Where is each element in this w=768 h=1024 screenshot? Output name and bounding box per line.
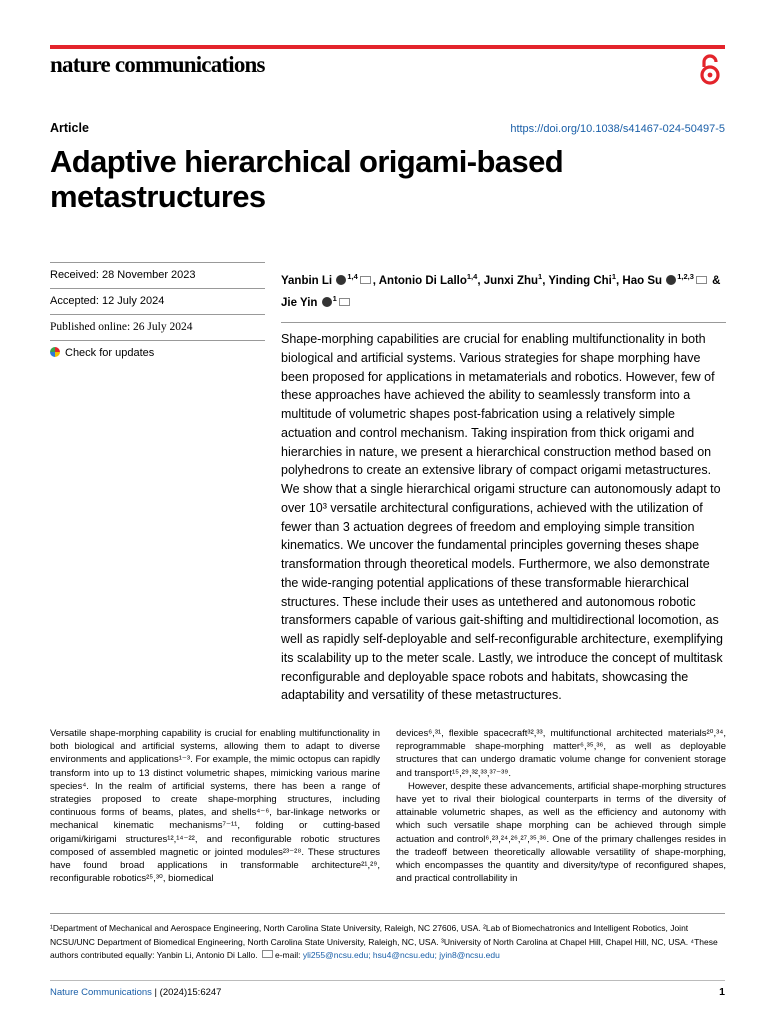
orcid-icon[interactable]: [666, 275, 676, 285]
received-date: Received: 28 November 2023: [50, 269, 196, 281]
doi-link[interactable]: https://doi.org/10.1038/s41467-024-50497-5: [510, 123, 725, 135]
author-affiliation: 1: [332, 293, 337, 303]
author-name[interactable]: Hao Su: [622, 274, 663, 287]
email-icon[interactable]: [360, 276, 371, 284]
footnote-divider: [50, 913, 725, 914]
author-list: Yanbin Li $^{1,4}$ , Antonio Di Lallo$^{1,4}$, Junxi Zhu$^1$, Yinding Chi$^1$, Hao Su $^{1,2,3}$ & Jie Yin $^1$: [281, 272, 721, 309]
author-name[interactable]: Yanbin Li: [281, 274, 333, 287]
author-name[interactable]: Jie Yin: [281, 296, 318, 309]
author-name[interactable]: Yinding Chi: [548, 274, 612, 287]
body-column-left: [50, 727, 380, 885]
article-type: Article: [50, 121, 89, 135]
email-icon[interactable]: [696, 276, 707, 284]
check-for-updates-label: Check for updates: [65, 347, 155, 359]
header-rule: [50, 45, 725, 49]
footer-divider: [50, 980, 725, 981]
check-for-updates-button[interactable]: [50, 347, 265, 359]
body-paragraph: devices⁶,³¹, flexible spacecraft³²,³³, multifunctional architected materials²⁰,³⁴, reprogrammable shape-morphing matter⁶,³⁵,³⁶, as well as deployable structures that can undergo dramatic volume change for convenient storage and transport¹⁵,²⁹,³²,³³,³⁷⁻³⁹.: [396, 728, 726, 779]
meta-divider: [50, 340, 265, 341]
author-name[interactable]: Junxi Zhu: [483, 274, 539, 287]
meta-divider: [50, 314, 265, 315]
author-affiliation: 1,2,3: [677, 272, 694, 281]
page-number: 1: [719, 986, 725, 998]
meta-divider: [50, 288, 265, 289]
author-name[interactable]: Antonio Di Lallo: [378, 274, 467, 287]
email-links[interactable]: yli255@ncsu.edu; hsu4@ncsu.edu; jyin8@ncsu.edu: [302, 950, 500, 961]
affiliations-text: ¹Department of Mechanical and Aerospace Engineering, North Carolina State University, Raleigh, NC 27606, USA. ²Lab of Biomechatronics and Intelligent Robotics, Joint NCSU/UNC Department of Biomedical Engineering, North Carolina State University, Raleigh, NC, USA. ³University of North Carolina at Chapel Hill, Chapel Hill, NC, USA. ⁴These authors contributed equally: Yanbin Li, Antonio Di Lallo.: [50, 923, 718, 961]
abstract: Shape-morphing capabilities are crucial for enabling multifunctionality in both biological and artificial systems. Various strategies for shape morphing have been proposed for applications in metamaterials and robotics. However, few of these approaches have achieved the ability to seamlessly transform into a multitude of volumetric shapes post-fabrication using a relatively simple actuation and control mechanism. Taking inspiration from thick origami and hierarchies in nature, we present a hierarchical construction method based on polyhedrons to create an extensive library of compact origami metastructures. We show that a single hierarchical origami structure can autonomously adapt to over 10³ versatile architectural configurations, achieved with the utilization of fewer than 3 actuation degrees of freedom and employing simple transition kinematics. We uncover the fundamental principles governing theses shape transformation through theoretical models. Furthermore, we also demonstrate the wide-ranging potential applications of these transformable hierarchical structures. These include their uses as untethered and autonomous robotic transformers capable of various gait-shifting and multidirectional locomotion, as well as rapidly self-deployable and self-reconfigurable architecture, exemplifying its scalability up to the meter scale. Lastly, we introduce the concept of multitask reconfigurable and deployable space robots and habitats, showcasing the adaptability and versatility of these metastructures.: [281, 332, 723, 703]
orcid-icon[interactable]: [322, 297, 332, 307]
meta-divider: [50, 262, 265, 263]
journal-name[interactable]: nature communications: [50, 52, 265, 77]
body-paragraph: However, despite these advancements, artificial shape-morphing structures have yet to rival their biological counterparts in terms of the diversity of attainable volumetric shapes, as well as the efficiency and autonomy with which such versatile shape morphing can be achieved through simple actuation and control⁶,²³,²⁴,²⁶,²⁷,³⁵,³⁶. One of the primary challenges resides in the tradeoff between theoretically allowable versatility of shape-morphing, which encompasses the quantity and diversity/type of reconfigured shapes, and practical controllability in: [396, 780, 726, 885]
author-affiliation: 1: [611, 272, 617, 281]
body-paragraph: Versatile shape-morphing capability is crucial for enabling multifunctionality in both biological and artificial systems, allowing them to adapt to diverse environments and applications¹⁻³. For example, the mimic octopus can rapidly transform into up to 13 distinct volumetric shapes, mimicking various marine species⁴. In the realm of artificial systems, there has been a range of strategies proposed to create shape-morphing structures, including continuous forms of beams, plates, and shells⁴⁻⁶, bar-linkage networks or mechanical kinematic mechanisms⁷⁻¹¹, folding or cutting-based origami/kirigami structures¹²,¹⁴⁻²², and reconfigurable robotic structures composed of assembled magnetic or jointed modules²³⁻²⁸. These structures have found broad applications in transformable architecture²¹,²⁹, reconfigurable robotics²⁵,³⁰, biomedical: [50, 728, 380, 885]
footer-citation: Nature Communications | (2024)15:6247: [50, 987, 222, 998]
accepted-date: Accepted: 12 July 2024: [50, 295, 165, 307]
published-date: Published online: 26 July 2024: [50, 321, 193, 333]
email-label: e-mail:: [274, 950, 301, 961]
email-icon: [262, 950, 273, 958]
body-column-right: [396, 727, 726, 885]
orcid-icon[interactable]: [336, 275, 346, 285]
article-title: Adaptive hierarchical origami-based metastructures: [50, 144, 564, 214]
author-affiliation: 1,4: [466, 272, 478, 281]
author-affiliation: 1,4: [347, 272, 358, 281]
email-icon[interactable]: [339, 298, 350, 306]
abstract-divider: [281, 322, 726, 323]
affiliations-footnote: [50, 922, 728, 963]
footer-journal-link[interactable]: Nature Communications: [50, 987, 152, 998]
author-affiliation: 1: [538, 272, 543, 281]
open-access-icon[interactable]: [697, 54, 723, 86]
check-for-updates-icon: [50, 347, 60, 357]
footer-volume: (2024)15:6247: [159, 987, 222, 998]
